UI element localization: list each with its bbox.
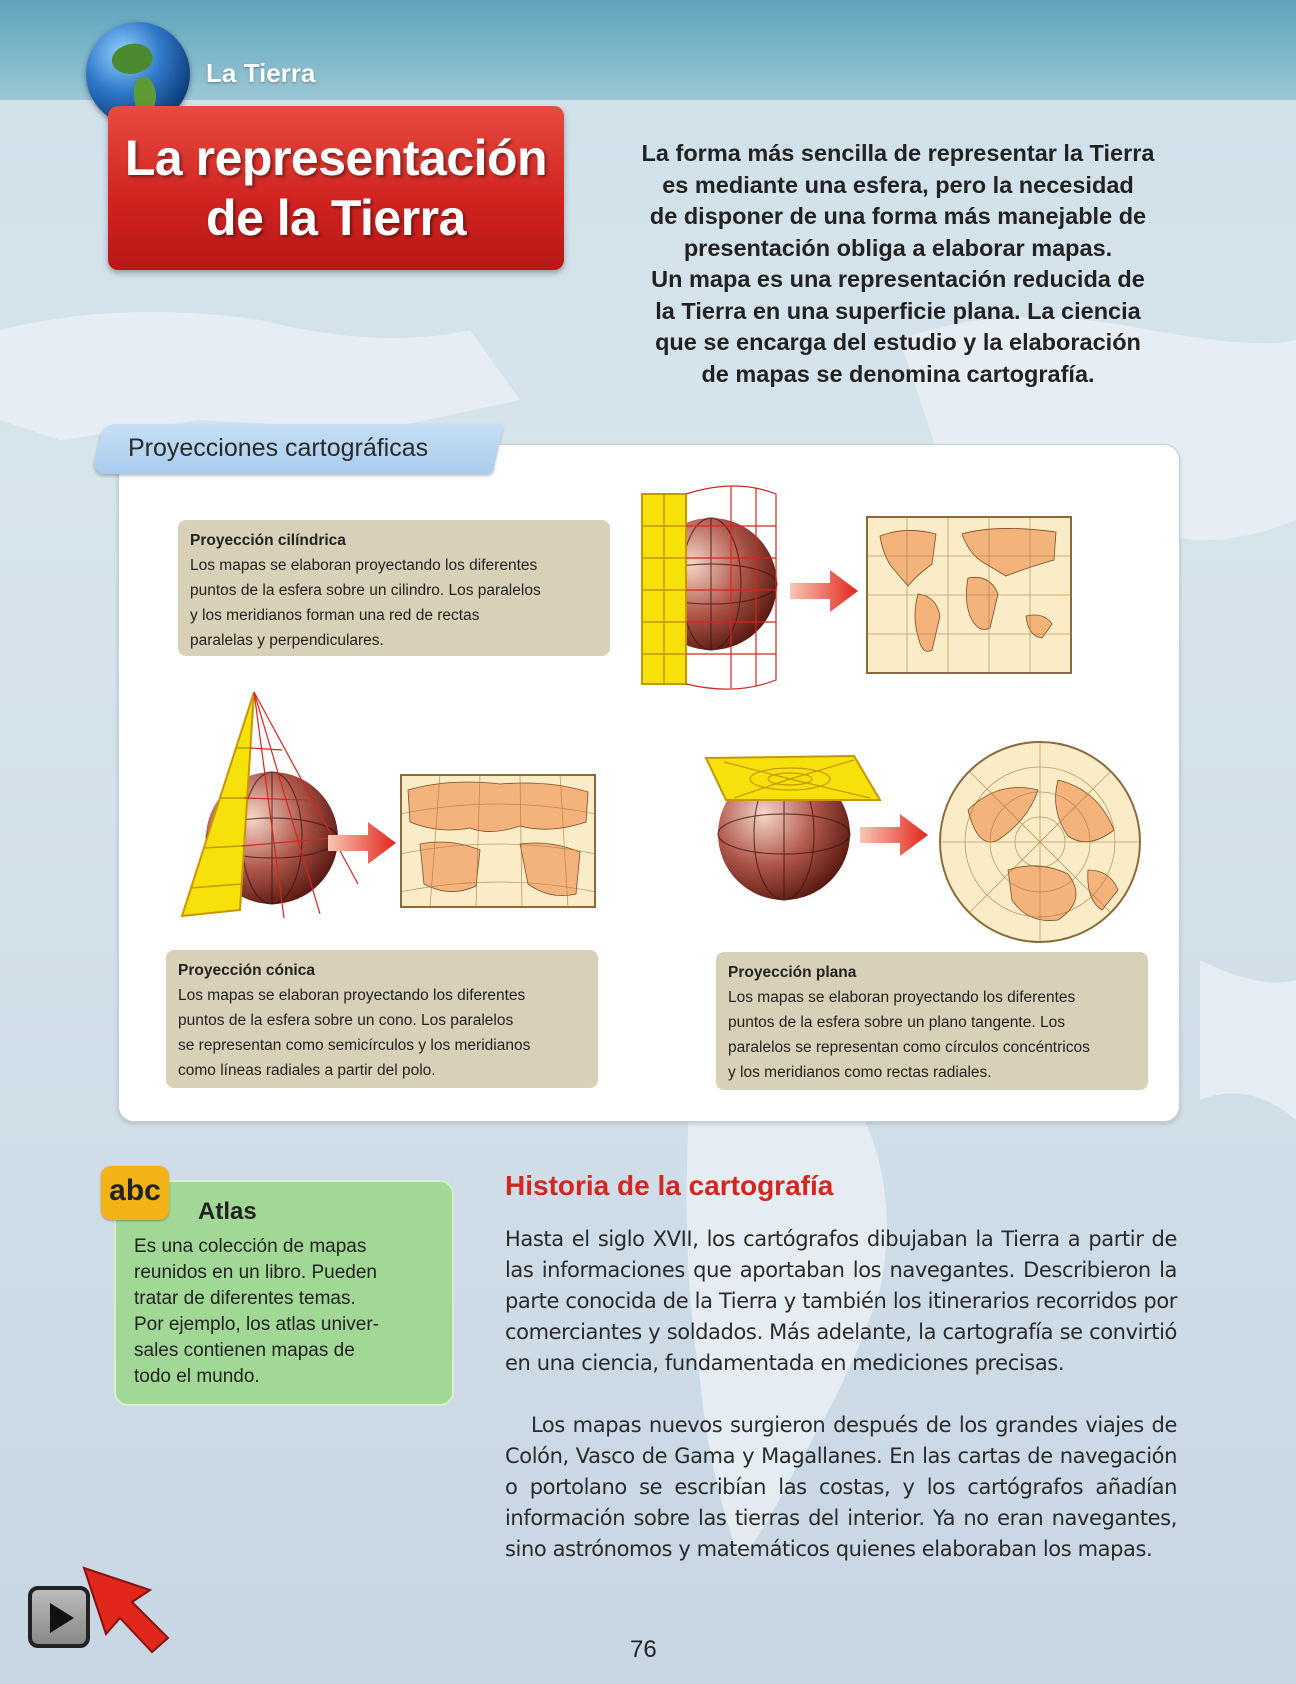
plane-line: y los meridianos como rectas radiales. [728, 1064, 992, 1081]
intro-line: la Tierra en una superficie plana. La ciencia [655, 297, 1141, 324]
arrow-right-icon [328, 820, 398, 866]
intro-line: La forma más sencilla de representar la Tierra [641, 140, 1155, 166]
intro-line: que se encarga del estudio y la elaboración [655, 329, 1141, 355]
atlas-line: reunidos en un libro. Pueden [134, 1262, 377, 1283]
conical-line: como líneas radiales a partir del polo. [178, 1062, 436, 1079]
intro-line: de mapas se denomina cartografía. [701, 360, 1095, 387]
cylindrical-line: Los mapas se elaboran proyectando los diferentes [190, 557, 538, 574]
cylindrical-projection-box [178, 520, 610, 656]
title-box [108, 106, 564, 270]
atlas-line: sales contienen mapas de [134, 1340, 355, 1361]
conical-title: Proyección cónica [178, 962, 315, 979]
plane-line: Los mapas se elaboran proyectando los diferentes [728, 989, 1076, 1006]
intro-line: presentación obliga a elaborar mapas. [683, 234, 1113, 261]
intro-text [600, 138, 1196, 390]
conical-line: se representan como semicírculos y los meridianos [178, 1037, 531, 1054]
arrow-right-icon [860, 812, 930, 858]
page-title [125, 128, 547, 248]
conical-line: puntos de la esfera sobre un cono. Los paralelos [178, 1012, 514, 1029]
atlas-line: todo el mundo. [134, 1366, 260, 1387]
intro-line: Un mapa es una representación reducida de [651, 266, 1145, 292]
plane-title: Proyección plana [728, 964, 857, 981]
conical-line: Los mapas se elaboran proyectando los diferentes [178, 987, 526, 1004]
plane-projection-box [716, 952, 1148, 1090]
history-paragraph-1: Hasta el siglo XVII, los cartógrafos dibujaban la Tierra a partir de las informaciones que aportaban los navegantes. Describieron la parte conocida de la Tierra y también los itinerarios recorridos por comerciantes y soldados. Más adelante, la cartografía se convirtió en una ciencia, fundamentada en mediciones precisas. [505, 1227, 1177, 1375]
intro-line: es mediante una esfera, pero la necesidad [662, 171, 1134, 198]
plane-globe-illustration [704, 752, 884, 902]
conical-projection-box [166, 950, 598, 1088]
polar-map-image [938, 740, 1142, 944]
atlas-line: Es una colección de mapas [134, 1236, 367, 1257]
title-line-1: La representación [124, 130, 548, 186]
arrow-right-icon [790, 568, 860, 614]
cone-globe-illustration [180, 688, 360, 922]
cylindrical-line: y los meridianos forman una red de rectas [190, 607, 480, 624]
cylindrical-line: puntos de la esfera sobre un cilindro. Los paralelos [190, 582, 541, 599]
title-line-2: de la Tierra [206, 190, 466, 246]
history-paragraph-2: Los mapas nuevos surgieron después de los grandes viajes de Colón, Vasco de Gama y Magallanes. En las cartas de navegación o portolano se escribían las costas, y los cartógrafos añadían información sobre las tierras del interior. Ya no eran navegantes, sino astrónomos y matemáticos quienes elaboraban los mapas. [505, 1413, 1177, 1561]
projections-tab-label: Proyecciones cartográficas [128, 434, 429, 462]
abc-badge: abc [101, 1166, 169, 1220]
plane-line: paralelos se representan como círculos concéntricos [728, 1039, 1090, 1056]
atlas-title: Atlas [198, 1198, 257, 1225]
section-label: La Tierra [206, 58, 316, 88]
red-cursor-arrow-icon [80, 1562, 176, 1658]
cylinder-globe-illustration [636, 474, 786, 696]
cylindrical-title: Proyección cilíndrica [190, 532, 346, 549]
atlas-line: tratar de diferentes temas. [134, 1288, 356, 1309]
atlas-text [134, 1234, 434, 1390]
plane-line: puntos de la esfera sobre un plano tangente. Los [728, 1014, 1065, 1031]
atlas-line: Por ejemplo, los atlas univer- [134, 1314, 379, 1335]
history-title: Historia de la cartografía [505, 1170, 834, 1201]
cylindrical-line: paralelas y perpendiculares. [190, 632, 384, 649]
cylindrical-map-image [866, 516, 1072, 674]
conical-map-image [400, 774, 596, 908]
page-number: 76 [630, 1636, 657, 1663]
intro-line: de disponer de una forma más manejable de [649, 203, 1147, 229]
